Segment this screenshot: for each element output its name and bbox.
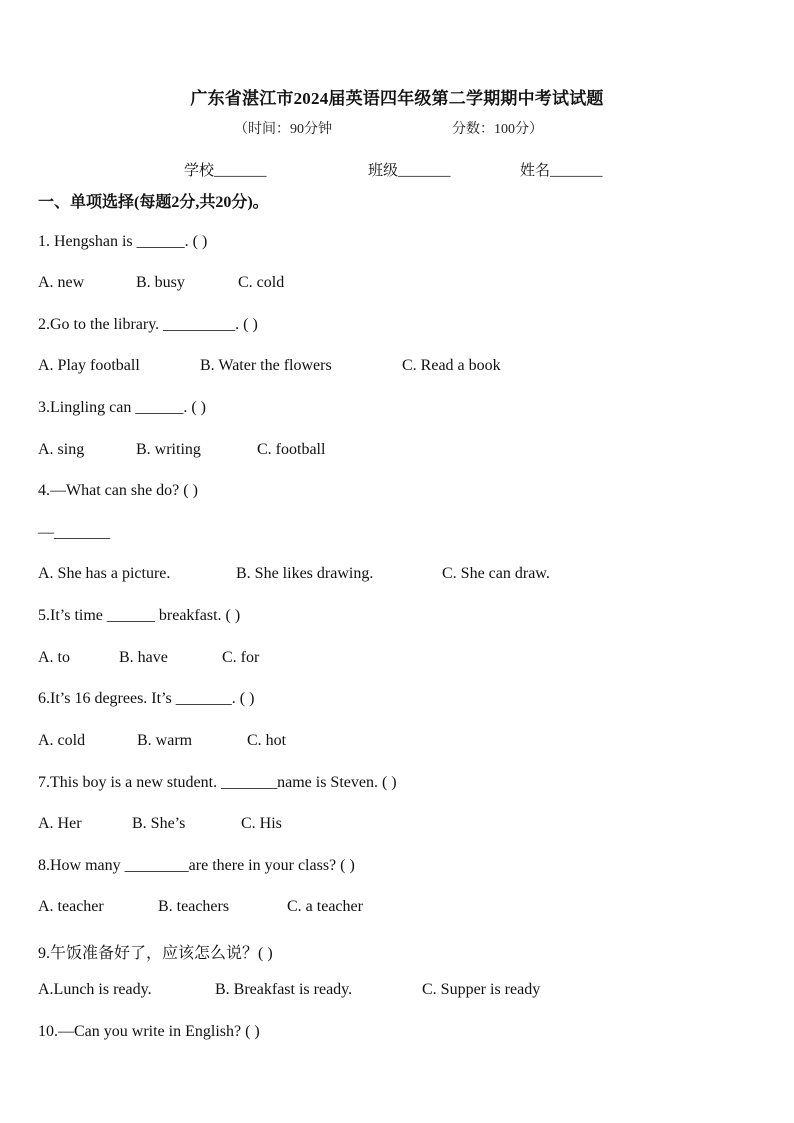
option-c[interactable]: C. His <box>241 815 282 832</box>
option-c[interactable]: C. a teacher <box>287 898 363 915</box>
question-6-stem: 6.It’s 16 degrees. It’s _______. ( ) <box>38 690 255 707</box>
question-6-options <box>38 732 286 750</box>
option-b[interactable]: B. teachers <box>158 898 230 915</box>
option-b[interactable]: B. busy <box>136 274 185 291</box>
question-4-options <box>38 565 550 583</box>
question-1-options <box>38 274 284 292</box>
option-a[interactable]: A. sing <box>38 441 85 458</box>
option-a[interactable]: A. new <box>38 274 85 291</box>
name-field[interactable]: 姓名_______ <box>520 163 603 179</box>
option-a[interactable]: A. She has a picture. <box>38 565 171 582</box>
question-8-stem: 8.How many ________are there in your class? ( ) <box>38 857 355 874</box>
option-b[interactable]: B. writing <box>136 441 201 458</box>
option-a[interactable]: A.Lunch is ready. <box>38 981 152 998</box>
option-a[interactable]: A. Play football <box>38 357 140 374</box>
option-c[interactable]: C. Read a book <box>402 357 501 374</box>
option-b[interactable]: B. She likes drawing. <box>236 565 374 582</box>
question-8-options <box>38 898 363 916</box>
option-b[interactable]: B. have <box>119 649 168 666</box>
question-5-options <box>38 649 259 667</box>
option-b[interactable]: B. Water the flowers <box>200 357 332 374</box>
question-10-stem: 10.—Can you write in English? ( ) <box>38 1023 260 1040</box>
page-title: 广东省湛江市2024届英语四年级第二学期期中考试试题 <box>190 89 604 108</box>
option-a[interactable]: A. teacher <box>38 898 104 915</box>
option-c[interactable]: C. for <box>222 649 260 666</box>
question-9-stem: 9.午饭准备好了，应该怎么说？( ) <box>38 945 273 962</box>
option-c[interactable]: C. football <box>257 441 326 458</box>
option-a[interactable]: A. cold <box>38 732 86 749</box>
question-2-options <box>38 357 501 375</box>
class-field[interactable]: 班级_______ <box>368 163 451 179</box>
question-4-answer-line: —_______ <box>38 524 110 541</box>
option-b[interactable]: B. warm <box>137 732 193 749</box>
option-c[interactable]: C. Supper is ready <box>422 981 541 998</box>
option-b[interactable]: B. She’s <box>132 815 186 832</box>
option-a[interactable]: A. Her <box>38 815 82 832</box>
question-2-stem: 2.Go to the library. _________. ( ) <box>38 316 258 333</box>
exam-time: （时间：90分钟 <box>234 122 332 137</box>
question-7-stem: 7.This boy is a new student. _______name is Steven. ( ) <box>38 774 397 791</box>
question-9-options <box>38 981 540 999</box>
section-heading: 一、单项选择(每题2分,共20分)。 <box>38 194 269 211</box>
option-a[interactable]: A. to <box>38 649 70 666</box>
option-c[interactable]: C. hot <box>247 732 287 749</box>
question-3-stem: 3.Lingling can ______. ( ) <box>38 399 206 416</box>
option-c[interactable]: C. cold <box>238 274 285 291</box>
question-3-options <box>38 441 325 459</box>
option-b[interactable]: B. Breakfast is ready. <box>215 981 353 998</box>
question-1-stem: 1. Hengshan is ______. ( ) <box>38 233 208 250</box>
exam-score: 分数：100分） <box>452 122 543 137</box>
question-4-stem: 4.—What can she do? ( ) <box>38 482 198 499</box>
school-field[interactable]: 学校_______ <box>184 163 267 179</box>
option-c[interactable]: C. She can draw. <box>442 565 550 582</box>
question-5-stem: 5.It’s time ______ breakfast. ( ) <box>38 607 241 624</box>
question-7-options <box>38 815 282 833</box>
